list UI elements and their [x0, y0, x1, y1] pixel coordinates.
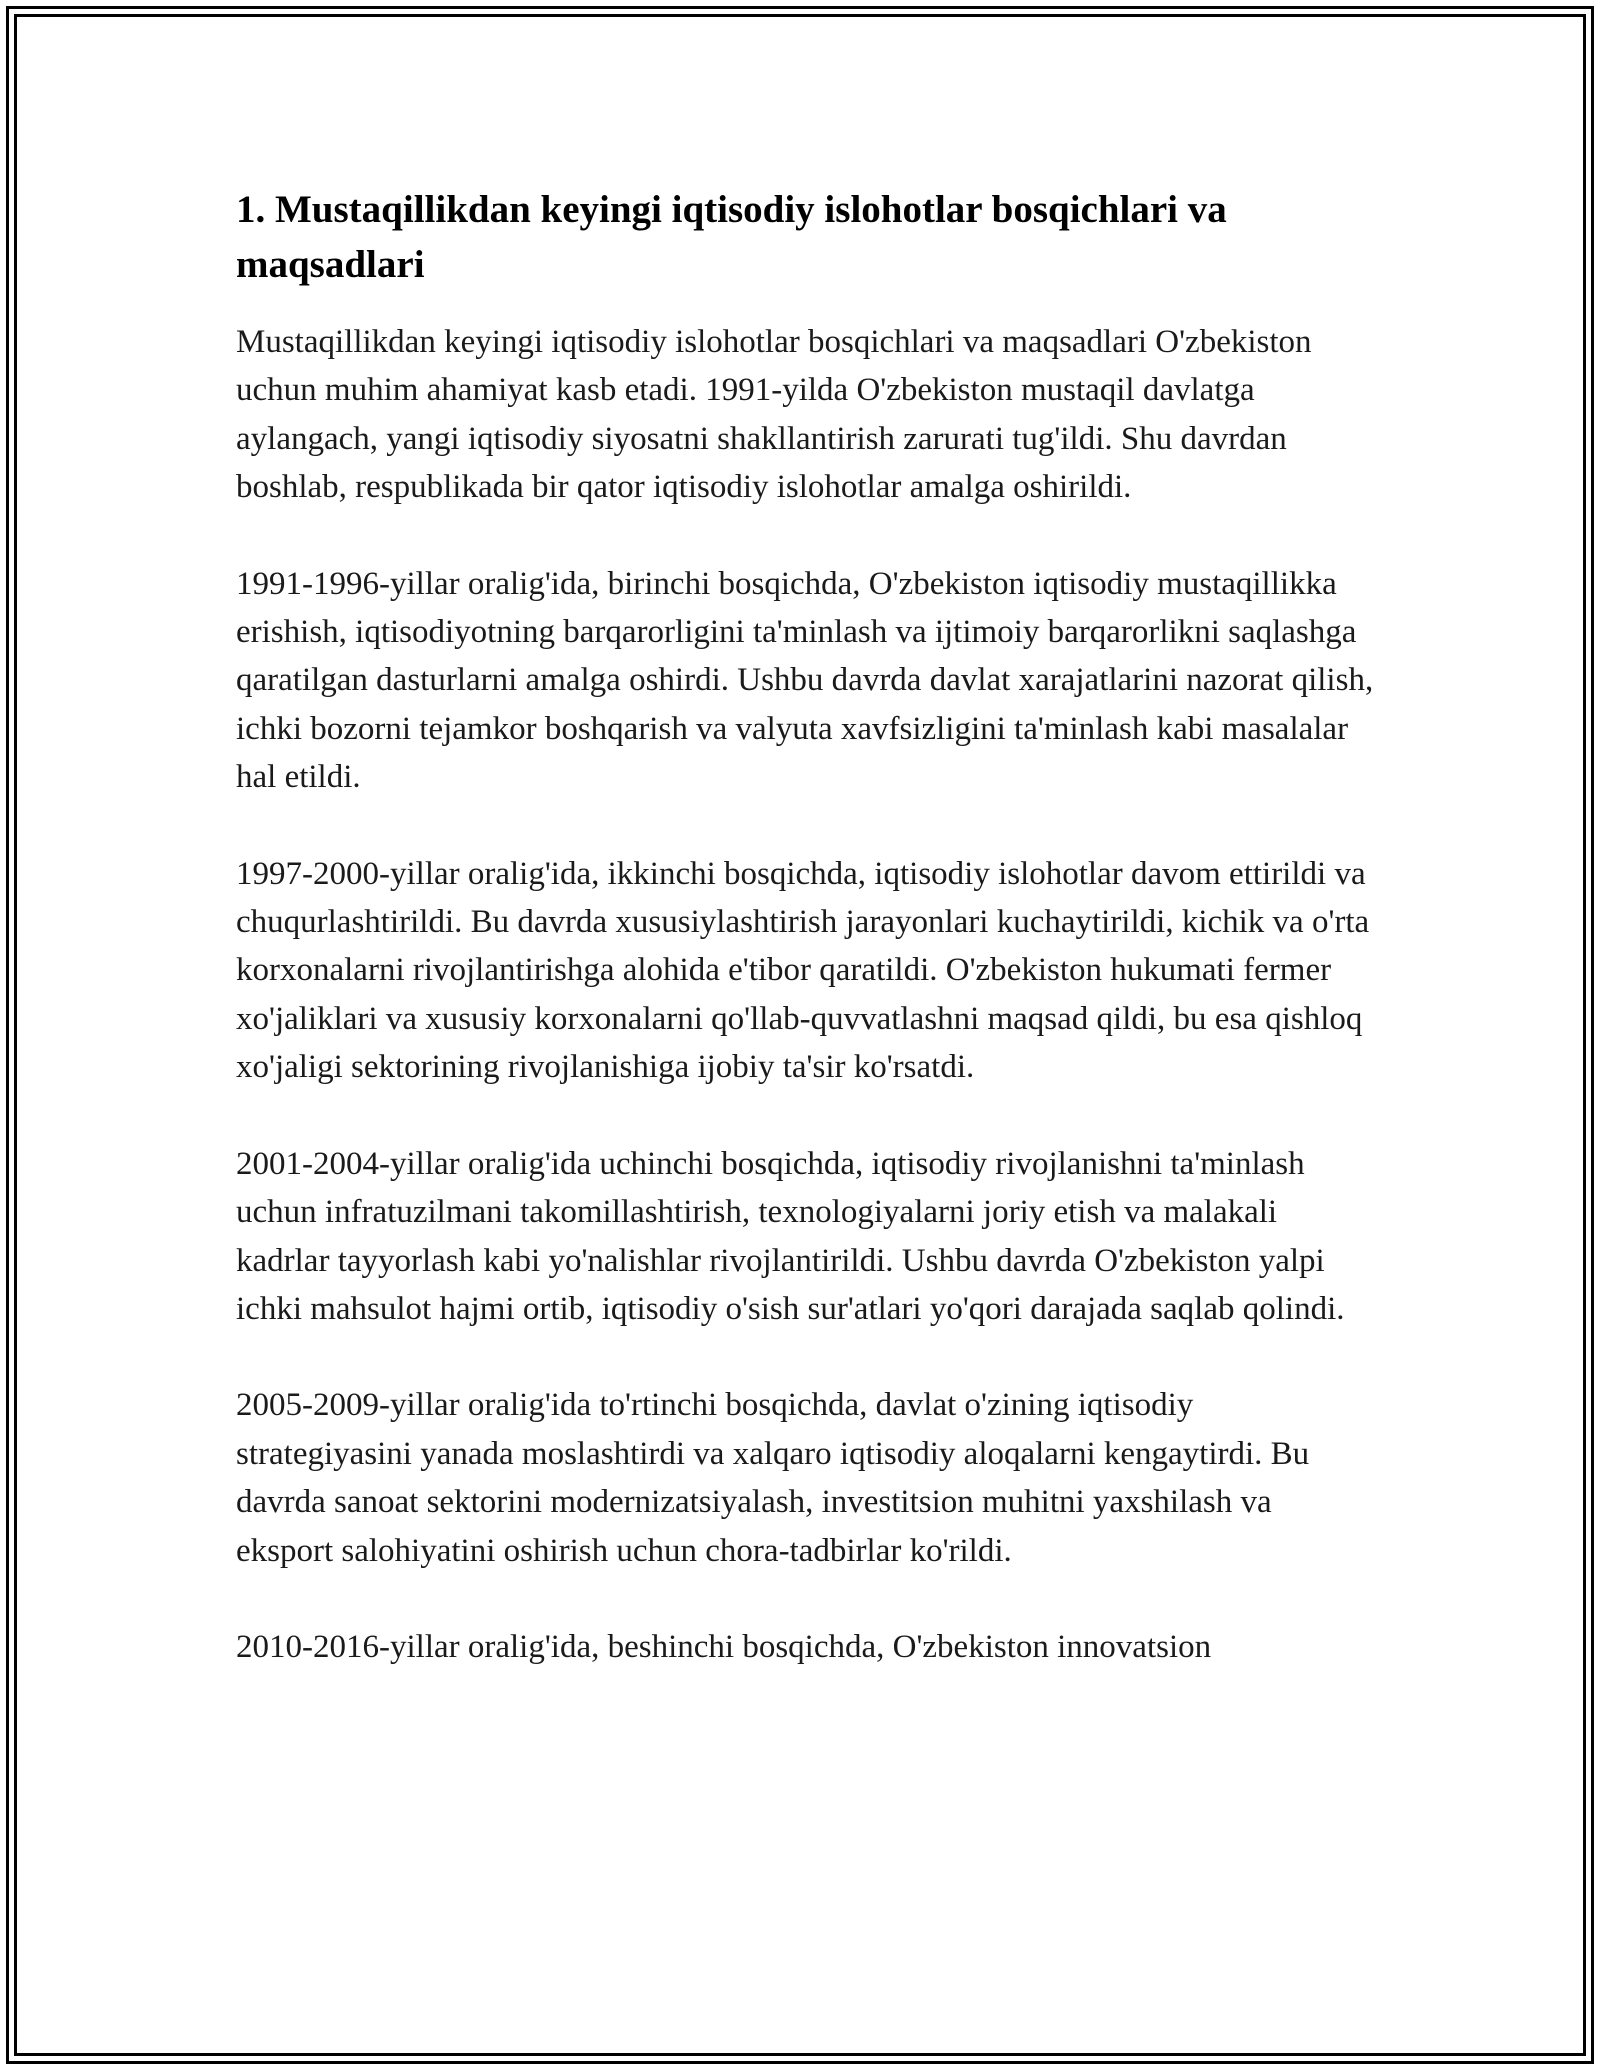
section-heading: 1. Mustaqillikdan keyingi iqtisodiy islohotlar bosqichlari va maqsadlari [236, 188, 1227, 286]
paragraph-stage-2: 1997-2000-yillar oralig'ida, ikkinchi bosqichda, iqtisodiy islohotlar davom ettirildi va chuqurlashtirildi. Bu davrda xususiylashtirish jarayonlari kuchaytirildi, kichik va o'rta korxonalarni rivojlantirishga alohida e'tibor qaratildi. O'zbekiston hukumati fermer xo'jaliklari va xususiy korxonalarni qo'llab-quvvatlashni maqsad qildi, bu esa qishloq xo'jaligi sektorining rivojlanishiga ijobiy ta'sir ko'rsatdi. [236, 855, 1370, 1086]
paragraph-stage-5: 2010-2016-yillar oralig'ida, beshinchi bosqichda, O'zbekiston innovatsion [236, 1628, 1212, 1665]
paragraph-intro: Mustaqillikdan keyingi iqtisodiy islohotlar bosqichlari va maqsadlari O'zbekiston uchun muhim ahamiyat kasb etadi. 1991-yilda O'zbekiston mustaqil davlatga aylangach, yangi iqtisodiy siyosatni shakllantirish zarurati tug'ildi. Shu davrdan boshlab, respublikada bir qator iqtisodiy islohotlar amalga oshirildi. [236, 324, 1312, 506]
paragraph-stage-3: 2001-2004-yillar oralig'ida uchinchi bosqichda, iqtisodiy rivojlanishni ta'minlash uchun infratuzilmani takomillashtirish, texnologiyalarni joriy etish va malakali kadrlar tayyorlash kabi yo'nalishlar rivojlantirildi. Ushbu davrda O'zbekiston yalpi ichki mahsulot hajmi ortib, iqtisodiy o'sish sur'atlari yo'qori darajada saqlab qolindi. [236, 1145, 1345, 1327]
paragraph-stage-4: 2005-2009-yillar oralig'ida to'rtinchi bosqichda, davlat o'zining iqtisodiy strategiyasini yanada moslashtirdi va xalqaro iqtisodiy aloqalarni kengaytirdi. Bu davrda sanoat sektorini modernizatsiyalash, investitsion muhitni yaxshilash va eksport salohiyatini oshirish uchun chora-tadbirlar ko'rildi. [236, 1387, 1310, 1569]
paragraph-stage-1: 1991-1996-yillar oralig'ida, birinchi bosqichda, O'zbekiston iqtisodiy mustaqillikka erishish, iqtisodiyotning barqarorligini ta'minlash va ijtimoiy barqarorlikni saqlashga qaratilgan dasturlarni amalga oshirdi. Ushbu davrda davlat xarajatlarini nazorat qilish, ichki bozorni tejamkor boshqarish va valyuta xavfsizligini ta'minlash kabi masalalar hal etildi. [236, 565, 1374, 796]
document-body [236, 182, 1376, 1719]
